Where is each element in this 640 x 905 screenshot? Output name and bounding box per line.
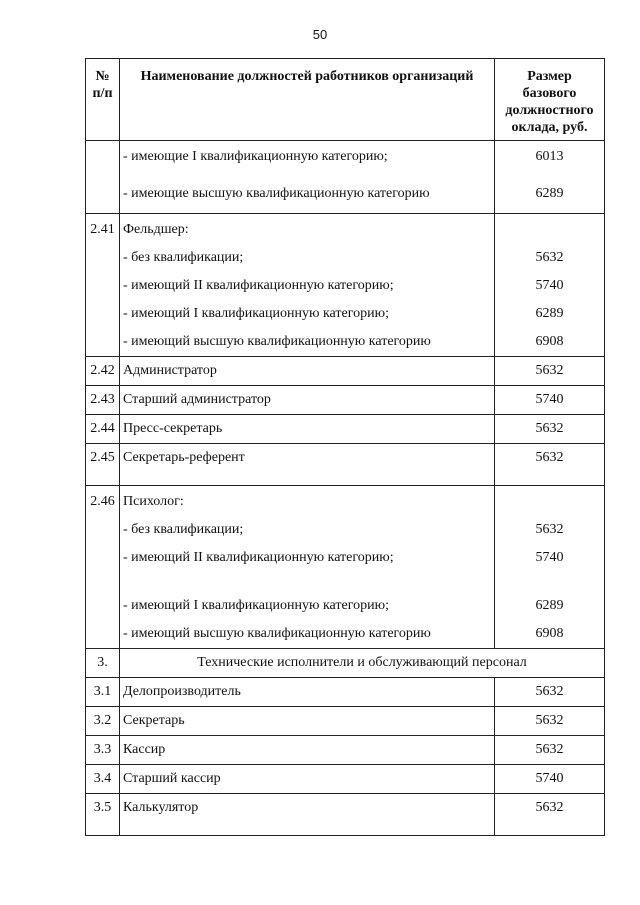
- row-line: - имеющий II квалификационную категорию;: [123, 278, 394, 293]
- row-num: 3.5: [86, 794, 120, 836]
- table-header-row: [86, 59, 605, 141]
- row-name: [120, 444, 495, 486]
- row-num: 2.44: [86, 415, 120, 444]
- row-num: 2.45: [86, 444, 120, 486]
- salary-value: 5632: [535, 800, 564, 815]
- row-label: Старший кассир: [123, 771, 221, 786]
- salary-value: 6908: [535, 334, 564, 349]
- table-row: [86, 794, 605, 836]
- row-label: Администратор: [123, 363, 217, 378]
- row-name: [120, 736, 495, 765]
- table-row: [86, 386, 605, 415]
- header-name: Наименование должностей работников организаций: [120, 59, 495, 141]
- row-name: [120, 386, 495, 415]
- table-row: [86, 765, 605, 794]
- row-value: [495, 141, 605, 214]
- row-label: Старший администратор: [123, 392, 271, 407]
- row-num: 2.42: [86, 357, 120, 386]
- row-line: - имеющий I квалификационную категорию;: [123, 306, 389, 321]
- row-value: [495, 415, 605, 444]
- table-row: [86, 736, 605, 765]
- row-line: - имеющий высшую квалификационную категорию: [123, 334, 431, 349]
- row-line: - без квалификации;: [123, 522, 244, 537]
- row-value: [495, 707, 605, 736]
- row-label: Пресс-секретарь: [123, 421, 223, 436]
- table-row: [86, 444, 605, 486]
- table-section-row: [86, 649, 605, 678]
- row-label: Делопроизводитель: [123, 684, 241, 699]
- row-num: 2.46: [86, 486, 120, 649]
- salary-value: 5740: [535, 392, 564, 407]
- row-num: 3.: [86, 649, 120, 678]
- row-line: - имеющие I квалификационную категорию;: [123, 149, 388, 164]
- salary-table: [85, 58, 604, 836]
- row-name: [120, 486, 495, 649]
- table-row: [86, 214, 605, 357]
- row-line: - имеющий высшую квалификационную категорию: [123, 626, 431, 641]
- row-num: 3.3: [86, 736, 120, 765]
- table-row: [86, 678, 605, 707]
- table-row: [86, 357, 605, 386]
- salary-value: 6289: [535, 186, 564, 201]
- row-value: [495, 736, 605, 765]
- row-value: [495, 357, 605, 386]
- row-line: - имеющие высшую квалификационную категорию: [123, 186, 430, 201]
- salary-value: 5740: [535, 550, 564, 565]
- row-label: Кассир: [123, 742, 166, 757]
- row-line: - имеющий II квалификационную категорию;: [123, 550, 394, 565]
- salary-value: 6289: [535, 598, 564, 613]
- salary-value: 5632: [535, 250, 564, 265]
- header-num: № п/п: [86, 59, 120, 141]
- row-value: [495, 765, 605, 794]
- row-value: [495, 214, 605, 357]
- salary-value: 6289: [535, 306, 564, 321]
- row-label: Секретарь-референт: [123, 450, 245, 465]
- row-name: [120, 707, 495, 736]
- table-row: [86, 415, 605, 444]
- row-title: Психолог:: [123, 494, 184, 509]
- row-num: 3.2: [86, 707, 120, 736]
- salary-value: 5632: [535, 522, 564, 537]
- salary-value: 5632: [535, 363, 564, 378]
- row-line: - имеющий I квалификационную категорию;: [123, 598, 389, 613]
- salary-value: 5740: [535, 771, 564, 786]
- salary-value: 6908: [535, 626, 564, 641]
- row-name: [120, 357, 495, 386]
- row-value: [495, 794, 605, 836]
- salary-value: 5632: [535, 450, 564, 465]
- row-num: 3.4: [86, 765, 120, 794]
- row-title: Фельдшер:: [123, 222, 189, 237]
- page-number: 50: [312, 27, 328, 42]
- header-salary: Размер базового должностного оклада, руб.: [495, 59, 605, 141]
- row-line: - без квалификации;: [123, 250, 244, 265]
- row-value: [495, 486, 605, 649]
- row-num: 2.43: [86, 386, 120, 415]
- table-row: [86, 141, 605, 214]
- row-value: [495, 386, 605, 415]
- table-row: [86, 486, 605, 649]
- row-name: [120, 141, 495, 214]
- row-label: Секретарь: [123, 713, 185, 728]
- section-title: Технические исполнители и обслуживающий персонал: [120, 649, 605, 678]
- row-label: Калькулятор: [123, 800, 199, 815]
- row-value: [495, 444, 605, 486]
- row-num: 2.41: [86, 214, 120, 357]
- salary-value: 5632: [535, 684, 564, 699]
- table-row: [86, 707, 605, 736]
- row-name: [120, 214, 495, 357]
- row-name: [120, 415, 495, 444]
- row-num: 3.1: [86, 678, 120, 707]
- row-name: [120, 678, 495, 707]
- row-value: [495, 678, 605, 707]
- row-num: [86, 141, 120, 214]
- salary-value: 6013: [535, 149, 564, 164]
- salary-value: 5740: [535, 278, 564, 293]
- row-name: [120, 794, 495, 836]
- row-name: [120, 765, 495, 794]
- salary-value: 5632: [535, 713, 564, 728]
- salary-value: 5632: [535, 742, 564, 757]
- salary-value: 5632: [535, 421, 564, 436]
